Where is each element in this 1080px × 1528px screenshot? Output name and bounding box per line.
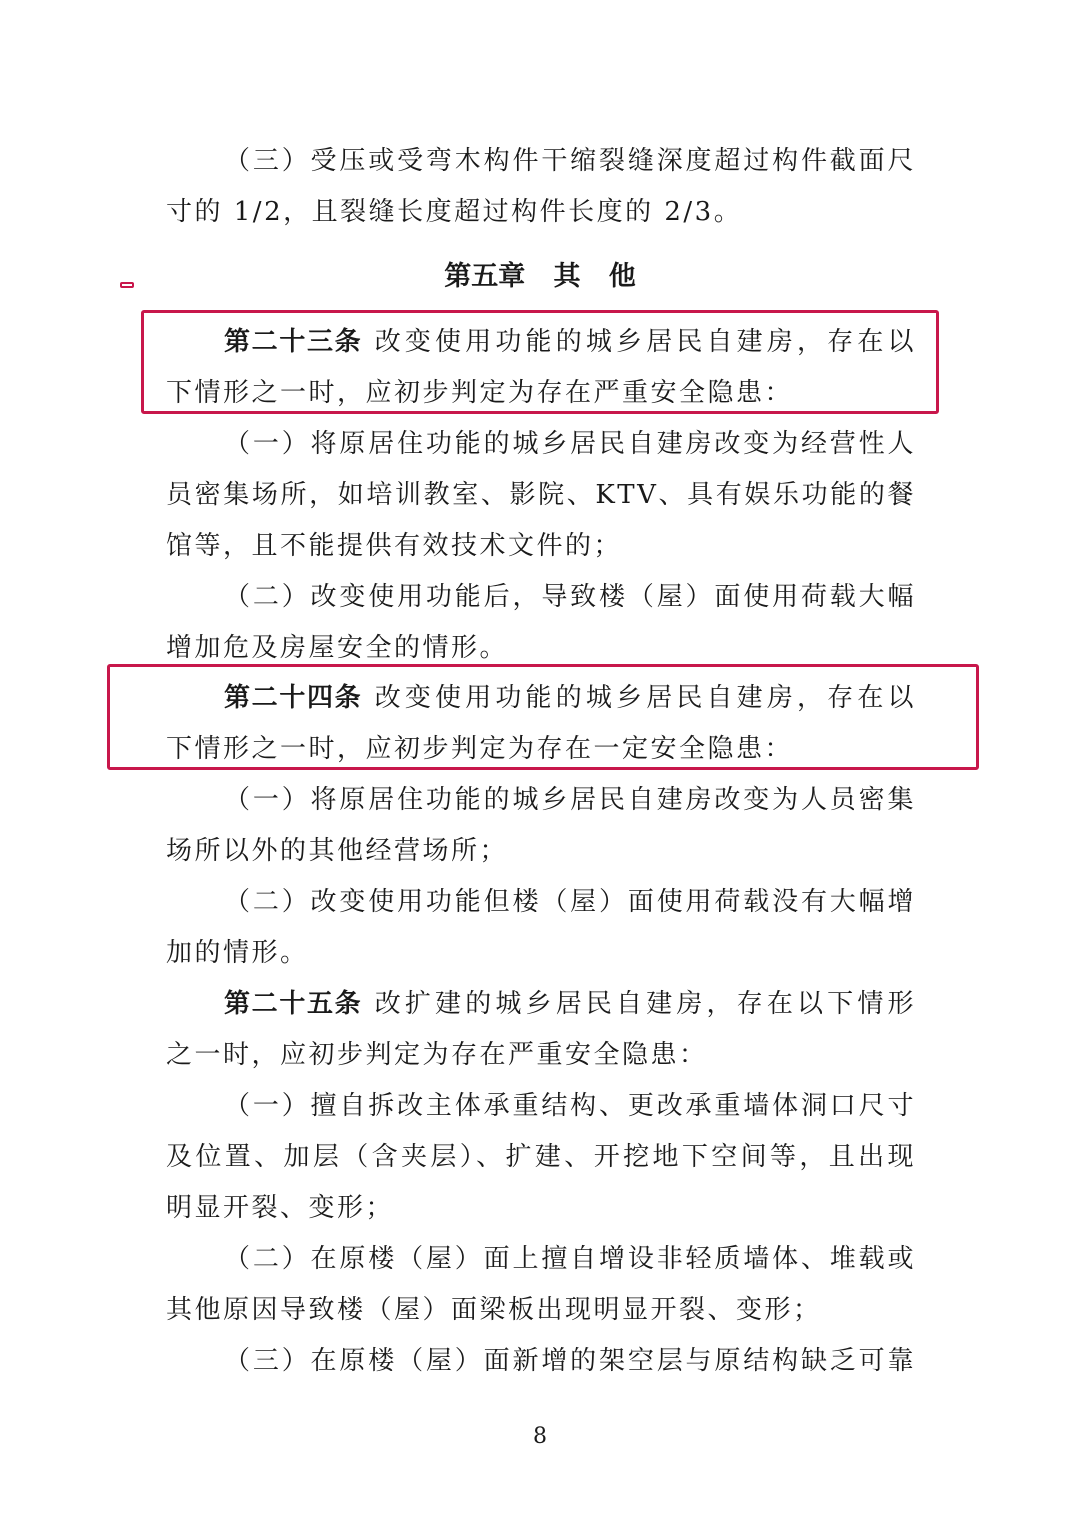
article-25-line-2: 之一时，应初步判定为存在严重安全隐患： [166, 1040, 708, 1070]
article-25-text-1: 改扩建的城乡居民自建房，存在以下情形 [362, 989, 916, 1019]
article-23-item-1-line-2: 员密集场所，如培训教室、影院、KTV、具有娱乐功能的餐 [166, 480, 916, 510]
article-25-item-1-line-1: （一）擅自拆改主体承重结构、更改承重墙体洞口尺寸 [224, 1091, 916, 1121]
article-24-text-1: 改变使用功能的城乡居民自建房，存在以 [362, 683, 916, 713]
article-25-item-1-line-2: 及位置、加层（含夹层）、扩建、开挖地下空间等，且出现 [166, 1142, 916, 1172]
article-23-item-1-line-1: （一）将原居住功能的城乡居民自建房改变为经营性人 [224, 429, 916, 459]
page-number: 8 [533, 1424, 547, 1449]
article-24-item-2-line-1: （二）改变使用功能但楼（屋）面使用荷载没有大幅增 [224, 887, 916, 917]
article-23-item-2-line-1: （二）改变使用功能后，导致楼（屋）面使用荷载大幅 [224, 582, 916, 612]
para-22-3-line-2: 寸的 1/2，且裂缝长度超过构件长度的 2/3。 [166, 197, 743, 227]
chapter-heading: 第五章 其 他 [444, 261, 636, 292]
article-24-item-2-line-2: 加的情形。 [166, 938, 309, 968]
article-25-line-1 [224, 984, 916, 1024]
para-22-3-line-1: （三）受压或受弯木构件干缩裂缝深度超过构件截面尺 [224, 146, 916, 176]
article-24-line-1 [224, 678, 916, 718]
article-24-label: 第二十四条 [224, 683, 363, 713]
article-23-item-2-line-2: 增加危及房屋安全的情形。 [166, 633, 509, 663]
article-23-text-1: 改变使用功能的城乡居民自建房，存在以 [362, 327, 916, 357]
article-24-item-1-line-1: （一）将原居住功能的城乡居民自建房改变为人员密集 [224, 785, 916, 815]
article-25-item-2-line-1: （二）在原楼（屋）面上擅自增设非轻质墙体、堆载或 [224, 1244, 916, 1274]
article-25-label: 第二十五条 [224, 989, 363, 1019]
article-23-label: 第二十三条 [224, 327, 363, 357]
article-25-item-3-line-1: （三）在原楼（屋）面新增的架空层与原结构缺乏可靠 [224, 1346, 916, 1376]
article-25-item-1-line-3: 明显开裂、变形； [166, 1193, 395, 1223]
article-25-item-2-line-2: 其他原因导致楼（屋）面梁板出现明显开裂、变形； [166, 1295, 822, 1325]
article-23-item-1-line-3: 馆等，且不能提供有效技术文件的； [166, 531, 623, 561]
article-23-line-2: 下情形之一时，应初步判定为存在严重安全隐患： [166, 378, 794, 408]
article-24-item-1-line-2: 场所以外的其他经营场所； [166, 836, 509, 866]
article-24-line-2: 下情形之一时，应初步判定为存在一定安全隐患： [166, 734, 794, 764]
article-23-line-1 [224, 322, 916, 362]
